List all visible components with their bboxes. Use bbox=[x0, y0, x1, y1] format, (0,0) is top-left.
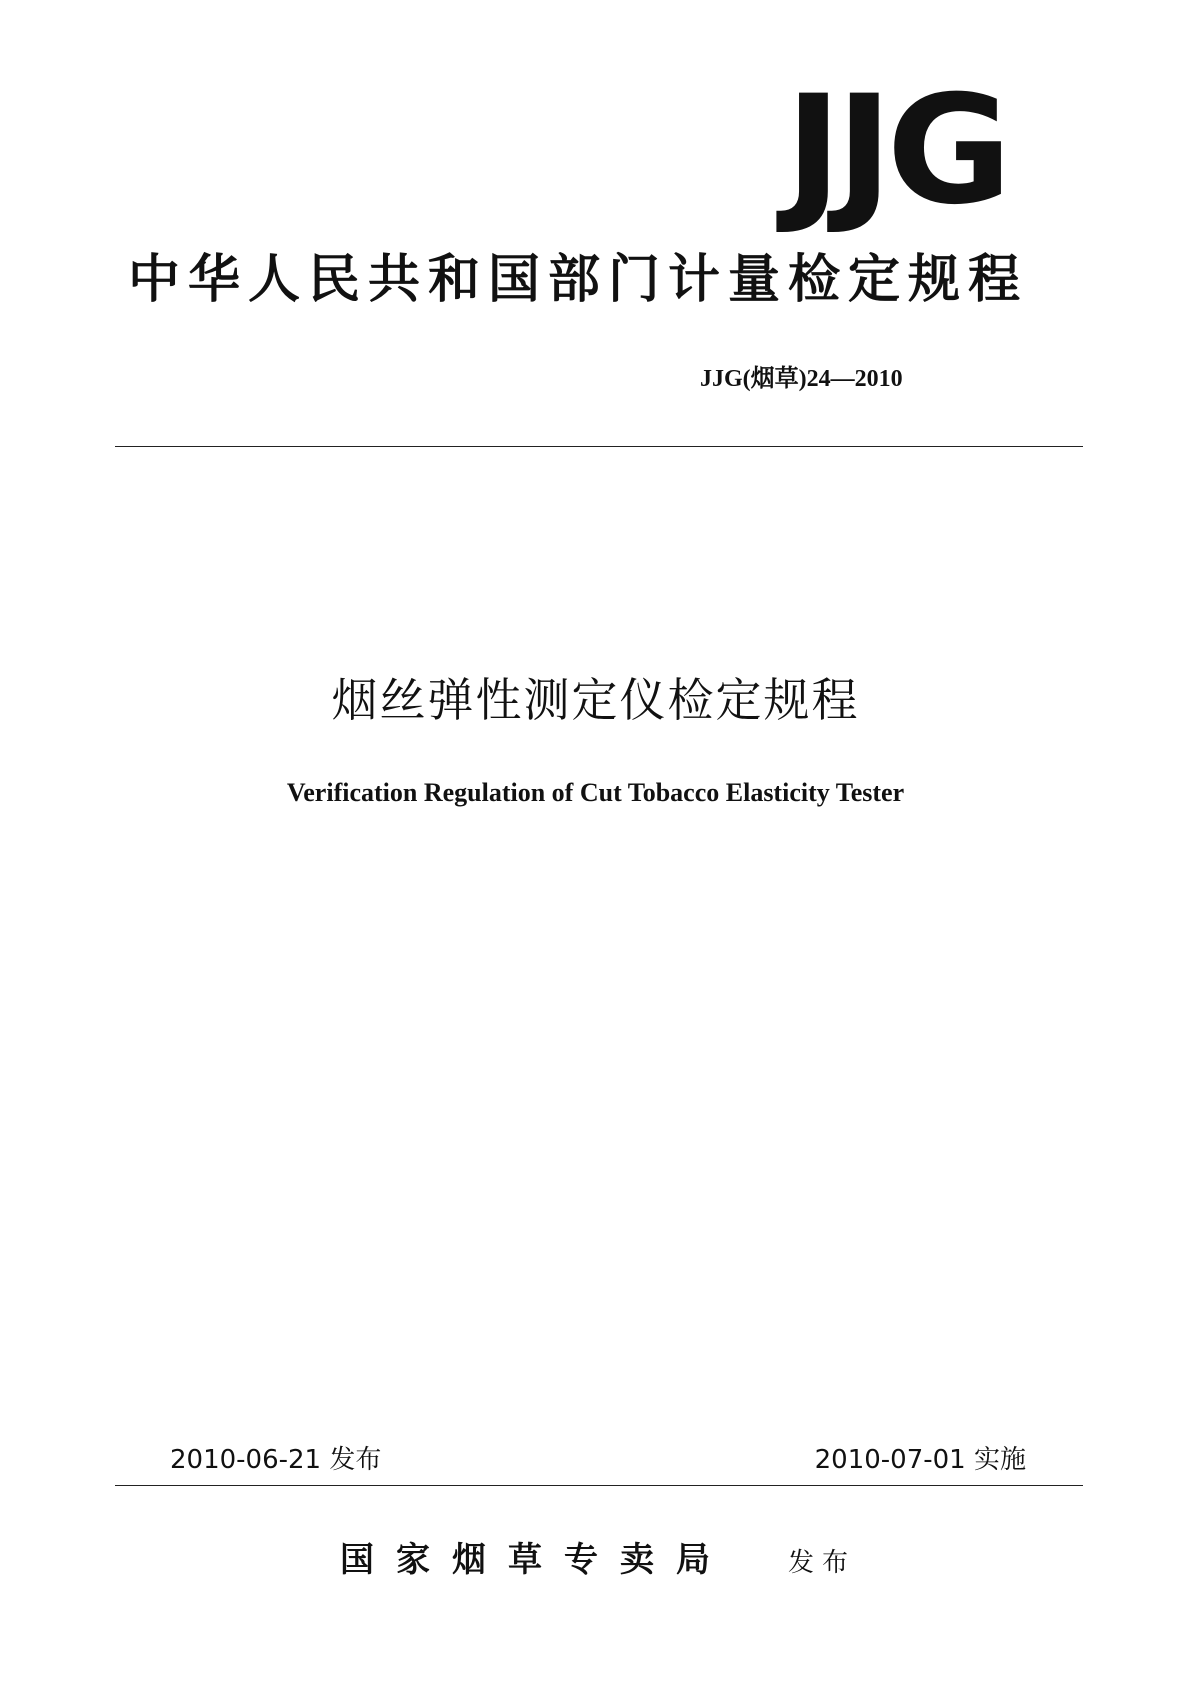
document-title: 烟丝弹性测定仪检定规程 bbox=[331, 673, 860, 727]
issue-date: 2010-06-21 发布 bbox=[170, 1445, 382, 1475]
issuing-authority: 国家烟草专卖局 bbox=[340, 1540, 732, 1580]
top-divider bbox=[115, 446, 1083, 447]
issuing-authority-suffix: 发布 bbox=[788, 1548, 857, 1578]
standard-code: JJG(烟草)24—2010 bbox=[700, 366, 903, 392]
jjg-logo: JJG bbox=[785, 64, 1007, 238]
document-subtitle-english: Verification Regulation of Cut Tobacco Elasticity Tester bbox=[286, 778, 905, 807]
bottom-divider bbox=[115, 1485, 1083, 1486]
standard-category-title: 中华人民共和国部门计量检定规程 bbox=[128, 249, 1029, 310]
effective-date: 2010-07-01 实施 bbox=[814, 1445, 1026, 1475]
